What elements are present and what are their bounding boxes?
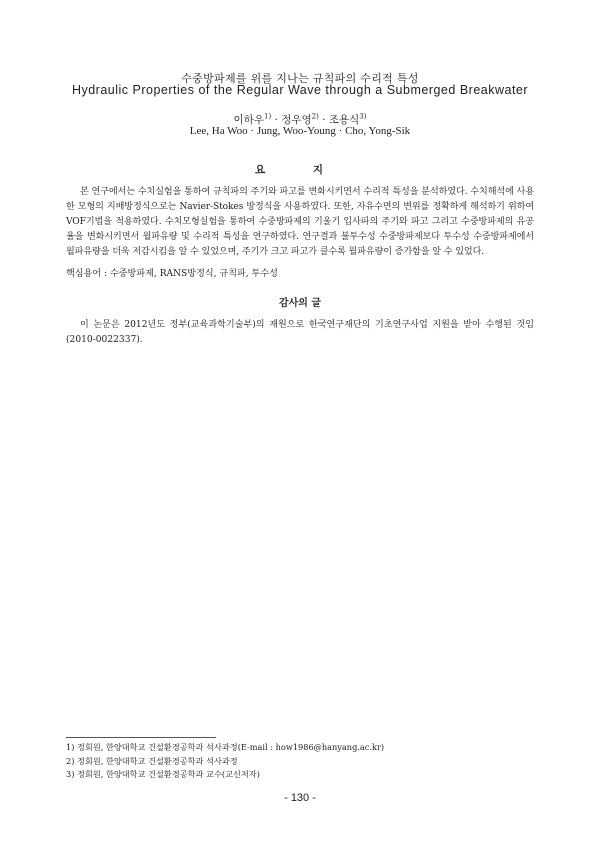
footnote: 3) 정회원, 한양대학교 건설환경공학과 교수(교신저자) <box>66 769 260 779</box>
page-number: - 130 - <box>284 792 316 804</box>
author-name: 조용식 <box>328 114 360 126</box>
acknowledgement-heading: 감사의 글 <box>278 298 322 309</box>
footnotes <box>66 741 534 782</box>
footnote: 1) 정회원, 한양대학교 건설환경공학과 석사과정(E-mail : how1986@hanyang.ac.kr) <box>66 742 385 752</box>
author-separator: · <box>318 114 329 126</box>
authors-english: Lee, Ha Woo · Jung, Woo-Young · Cho, Yong-Sik <box>189 125 411 137</box>
abstract-heading: 요 지 <box>255 164 345 176</box>
author-name: 정우영 <box>281 114 312 126</box>
title-english: Hydraulic Properties of the Regular Wave through a Submerged Breakwater <box>71 83 529 97</box>
author-footnote-mark: 3) <box>359 112 367 121</box>
footnote-divider <box>66 737 216 738</box>
acknowledgement-body: 이 논문은 2012년도 정부(교육과학기술부)의 재원으로 한국연구재단의 기초연구사업 지원을 받아 수행된 것임(2010-0022337). <box>66 320 534 345</box>
author-footnote-mark: 2) <box>311 112 319 121</box>
author-footnote-mark: 1) <box>263 112 272 121</box>
footnote: 2) 정회원, 한양대학교 건설환경공학과 석사과정 <box>66 755 238 766</box>
keywords: 핵심용어 : 수중방파제, RANS방정식, 규칙파, 투수성 <box>66 269 278 279</box>
abstract-body: 본 연구에서는 수치실험을 통하여 규칙파의 주기와 파고를 변화시키면서 수리적 특성을 분석하였다. 수치해석에 사용한 모형의 지배방정식으로는 Navier-Stokes 방정식을 사용하였다. 또한, 자유수면의 변위를 정확하게 해석하기 위하여 VOF기법을 적용하였다. 수치모형실험을 통하여 수중방파제의 기울기 입사파의 주기와 파고 그리고 수중방파제의 유공율을 변화시키면서 월파유량 및 수리적 특성을 연구하였다. 연구결과 불투수성 수중방파제보다 투수성 수중방파제에서 월파유량을 더욱 저감시킴을 알 수 있었으며, 주기가 크고 파고가 클수록 월파유량이 증가함을 알 수 있었다. <box>66 187 534 257</box>
title-korean: 수중방파제를 위를 지나는 규칙파의 수리적 특성 <box>181 72 419 85</box>
author-separator: · <box>271 114 282 126</box>
author-name: 이하우 <box>233 114 264 126</box>
